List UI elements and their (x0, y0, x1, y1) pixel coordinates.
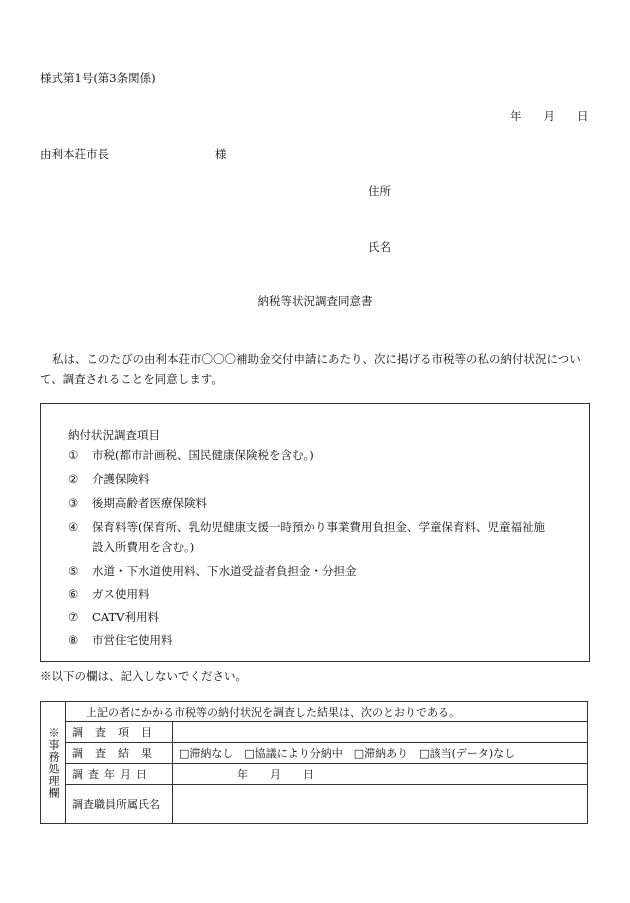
list-item: ⑤ 水道・下水道使用料、下水道受益者負担金・分担金 (68, 564, 357, 578)
list-item: ④ 保育料等(保育所、乳幼児健康支援一時預かり事業費用負担金、学童保育料、児童福祉施設入所費用を含む。) (68, 520, 545, 554)
address-label: 住所 (368, 184, 391, 198)
date-line (510, 108, 589, 124)
office-use-note: ※以下の欄は、記入しないでください。 (40, 669, 247, 683)
office-processing-table (40, 701, 588, 824)
list-item: ⑥ ガス使用料 (68, 587, 150, 601)
survey-staff-cell[interactable] (173, 785, 588, 824)
list-item: ⑧ 市営住宅使用料 (68, 633, 173, 647)
date-day: 日 (577, 109, 589, 123)
date-month: 月 (543, 109, 555, 123)
survey-staff-label: 調査職員所属氏名 (66, 785, 173, 824)
survey-date-label: 調査年月日 (72, 768, 152, 781)
survey-items-heading: 納付状況調査項目 (68, 428, 160, 442)
list-item: ① 市税(都市計画税、国民健康保険税を含む。) (68, 448, 314, 462)
list-item: ② 介護保険料 (68, 472, 150, 486)
list-item: ⑦ CATV利用料 (68, 610, 159, 624)
survey-items-label: 調査項目 (72, 726, 164, 739)
survey-date-value[interactable]: 年 月 日 (173, 764, 588, 785)
document-title: 納税等状況調査同意書 (257, 294, 373, 308)
name-label: 氏名 (368, 240, 391, 254)
date-year: 年 (510, 109, 522, 123)
survey-items-cell[interactable] (173, 722, 588, 743)
form-number-label: 様式第1号(第3条関係) (40, 71, 156, 85)
office-side-label: ※事務処理欄 (41, 702, 66, 824)
recipient-mayor: 由利本荘市長 (40, 147, 109, 161)
survey-result-options[interactable]: □滞納なし □協議により分納中 □滞納あり □該当(データ)なし (173, 743, 588, 764)
office-intro: 上記の者にかかる市税等の納付状況を調査した結果は、次のとおりである。 (66, 702, 588, 722)
recipient-honorific: 様 (215, 147, 227, 161)
consent-body: 私は、このたびの由利本荘市〇〇〇補助金交付申請にあたり、次に掲げる市税等の私の納付状況について、調査されることを同意します。 (40, 352, 581, 386)
list-item: ③ 後期高齢者医療保険料 (68, 496, 207, 510)
survey-result-label: 調査結果 (72, 747, 164, 760)
